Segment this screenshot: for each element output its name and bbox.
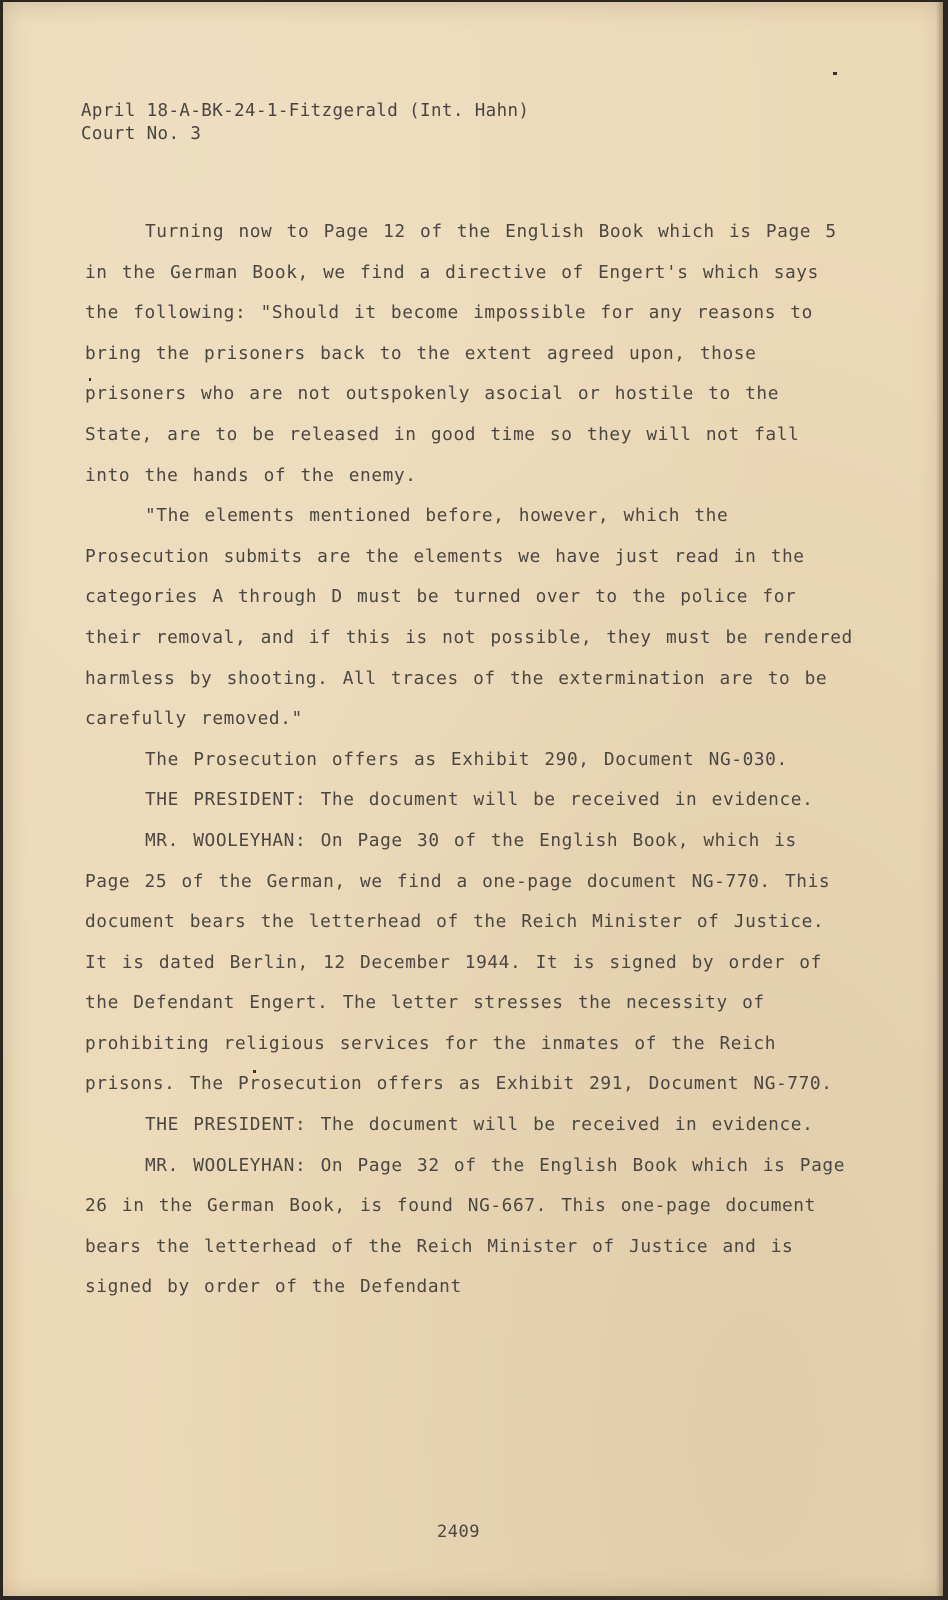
paragraph-wooleyhan-2: MR. WOOLEYHAN: On Page 32 of the English Book which is Page 26 in the German Book, is found NG-667. This one-page document bears the letterhead of the Reich Minister of Justice and is signed by order of the Defendant xyxy=(85,1154,846,1298)
paragraph-president-2: THE PRESIDENT: The document will be received in evidence. xyxy=(145,1114,814,1136)
header-session-line: April 18-A-BK-24-1-Fitzgerald (Int. Hahn) xyxy=(81,101,530,121)
paragraph-exhibit-290: The Prosecution offers as Exhibit 290, Document NG-030. xyxy=(145,748,788,770)
page-edge-shadow xyxy=(936,2,943,1596)
paper-speck xyxy=(833,72,837,75)
paragraph-wooleyhan-1: MR. WOOLEYHAN: On Page 30 of the English Book, which is Page 25 of the German, we find a one-page document NG-770. This document bears the letterhead of the Reich Minister of Justice. It is dated Berlin, 12 December 1944. It is signed by order of the Defendant Engert. The letter stresses the necessity of prohibiting religious services for the inmates of the Reich prisons. The Prosecution offers as Exhibit 291, Document NG-770. xyxy=(85,829,833,1095)
page-number: 2409 xyxy=(437,1522,480,1542)
paragraph-elements: "The elements mentioned before, however, which the Prosecution submits are the elements we have just read in the categories A through D must be turned over to the police for their removal, and if this is not possible, they must be rendered harmless by shooting. All traces of the extermination are to be carefully removed." xyxy=(85,505,853,730)
transcript-header xyxy=(81,100,529,146)
header-court-line: Court No. 3 xyxy=(81,124,202,144)
transcript-body xyxy=(85,212,855,1308)
paragraph-directive: Turning now to Page 12 of the English Book which is Page 5 in the German Book, we find a directive of Engert's which says the following: "Should it become impossible for any reasons to bring the prisoners back to the extent agreed upon, those prisoners who are not outspokenly asocial or hostile to the State, are to be released in good time so they will not fall into the hands of the enemy. xyxy=(85,221,837,486)
paragraph-president-1: THE PRESIDENT: The document will be received in evidence. xyxy=(145,789,814,811)
document-page xyxy=(3,2,943,1596)
